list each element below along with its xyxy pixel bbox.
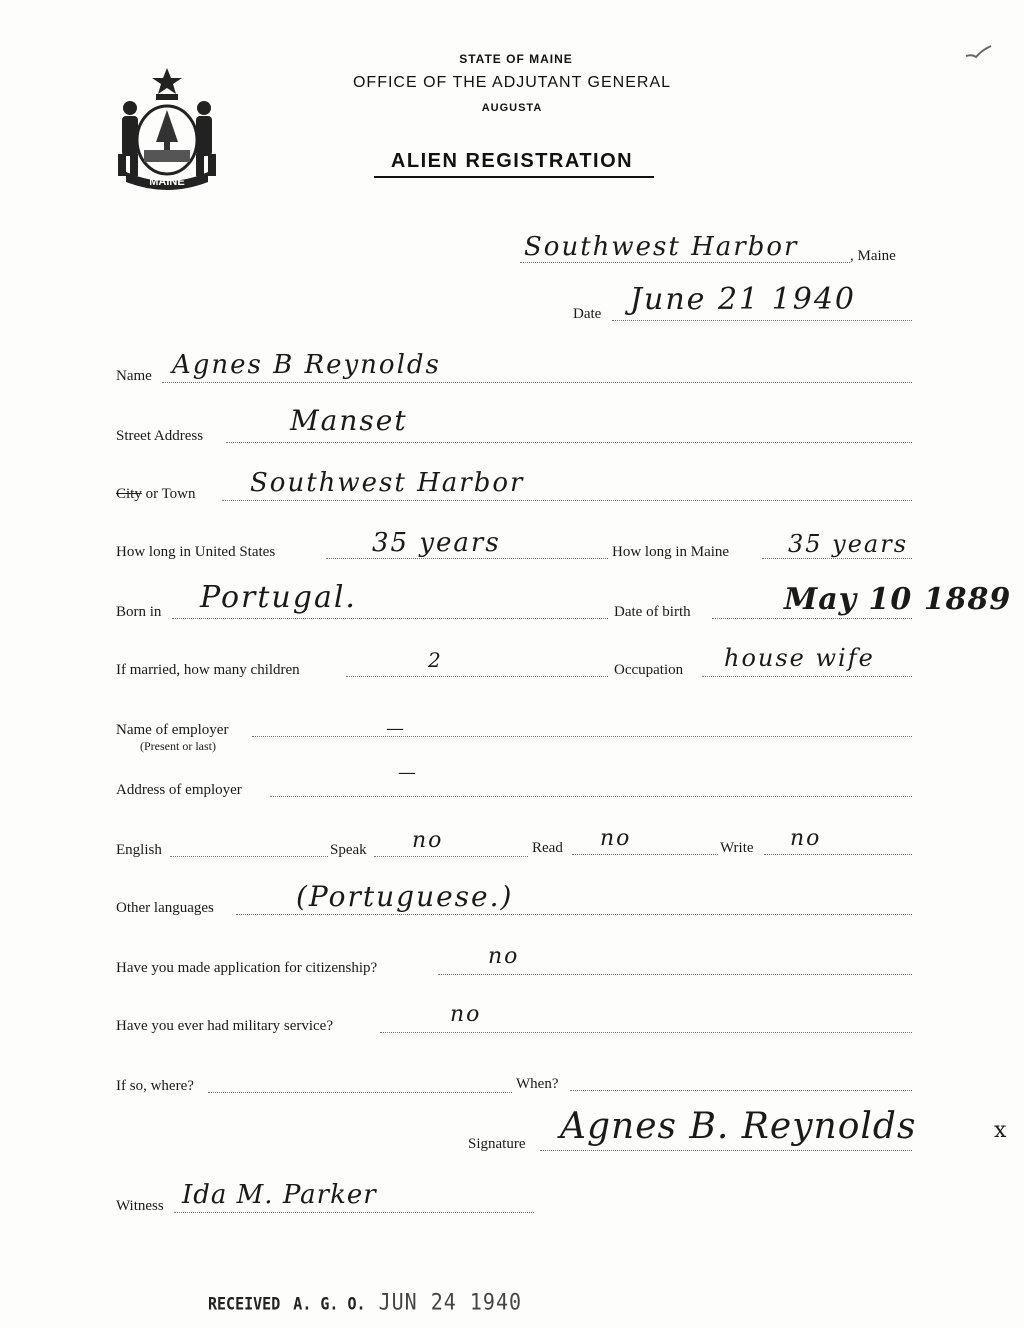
- read-value: no: [600, 826, 632, 851]
- other-languages-label: Other languages: [116, 900, 214, 916]
- us-value: 35 years: [372, 528, 501, 558]
- when-label: When?: [516, 1076, 559, 1092]
- occupation-line: [702, 676, 912, 677]
- place-value: Southwest Harbor: [524, 232, 799, 262]
- dob-value: May 10 1889: [784, 582, 1012, 617]
- where-label: If so, where?: [116, 1078, 194, 1094]
- citizenship-line: [438, 974, 912, 975]
- stamp-office-code: A. G. O.: [293, 1294, 366, 1315]
- other-languages-line: [236, 914, 912, 915]
- state-heading: STATE OF MAINE: [459, 52, 573, 66]
- children-label: If married, how many children: [116, 662, 300, 678]
- office-heading: OFFICE OF THE ADJUTANT GENERAL: [352, 74, 672, 91]
- employer-line: [252, 736, 912, 737]
- stamp-date: JUN 24 1940: [378, 1288, 523, 1316]
- write-line: [764, 854, 912, 855]
- check-mark-icon: [964, 44, 992, 60]
- street-line: [226, 442, 912, 443]
- city-label: [116, 486, 196, 503]
- city-value: Southwest Harbor: [250, 468, 525, 498]
- signature-value: Agnes B. Reynolds: [560, 1106, 917, 1147]
- place-suffix: , Maine: [850, 248, 896, 264]
- place-line: [520, 262, 850, 263]
- write-value: no: [790, 826, 822, 851]
- title-underline: [374, 176, 654, 178]
- city-or-town: or Town: [141, 486, 196, 502]
- read-line: [572, 854, 718, 855]
- name-label: Name: [116, 368, 152, 384]
- street-value: Manset: [290, 404, 408, 437]
- where-line: [208, 1092, 512, 1093]
- military-label: Have you ever had military service?: [116, 1018, 333, 1034]
- date-line: [612, 320, 912, 321]
- date-value: June 21 1940: [630, 282, 857, 317]
- employer-value: —: [386, 718, 406, 739]
- signature-line: [540, 1150, 912, 1151]
- city-line: [222, 500, 912, 501]
- maine-label: How long in Maine: [612, 544, 730, 560]
- born-line: [172, 618, 608, 619]
- received-stamp: [208, 1289, 522, 1315]
- children-line: [346, 676, 608, 677]
- dob-line: [712, 618, 912, 619]
- military-value: no: [450, 1002, 482, 1027]
- date-label: Date: [573, 306, 602, 322]
- emp-address-label: Address of employer: [116, 782, 242, 798]
- citizenship-label: Have you made application for citizenship?: [116, 960, 378, 976]
- maine-line: [762, 558, 912, 559]
- witness-value: Ida M. Parker: [182, 1180, 377, 1210]
- dob-label: Date of birth: [614, 604, 691, 620]
- employer-label: Name of employer: [116, 722, 229, 738]
- occupation-label: Occupation: [614, 662, 684, 678]
- write-label: Write: [720, 840, 754, 856]
- witness-line: [174, 1212, 534, 1213]
- city-heading: AUGUSTA: [481, 102, 543, 114]
- us-line: [326, 558, 608, 559]
- witness-label: Witness: [116, 1198, 164, 1214]
- city-struck: City: [116, 486, 142, 502]
- when-line: [570, 1090, 912, 1091]
- name-line: [162, 382, 912, 383]
- children-value: 2: [428, 648, 443, 672]
- read-label: Read: [532, 840, 563, 856]
- street-label: Street Address: [116, 428, 204, 444]
- occupation-value: house wife: [724, 644, 875, 672]
- english-line: [170, 856, 328, 857]
- military-line: [380, 1032, 912, 1033]
- seal-text: MAINE: [149, 176, 185, 188]
- us-label: How long in United States: [116, 544, 276, 560]
- signature-mark: x: [994, 1118, 1009, 1143]
- form-title: ALIEN REGISTRATION: [390, 150, 634, 172]
- stamp-received: RECEIVED: [208, 1294, 281, 1315]
- born-value: Portugal.: [200, 580, 357, 615]
- citizenship-value: no: [488, 944, 520, 969]
- maine-value: 35 years: [788, 530, 909, 558]
- born-label: Born in: [116, 604, 162, 620]
- emp-address-line: [270, 796, 912, 797]
- english-label: English: [116, 842, 162, 858]
- signature-label: Signature: [468, 1136, 526, 1152]
- name-value: Agnes B Reynolds: [172, 350, 441, 380]
- other-languages-value: (Portuguese.): [296, 880, 514, 913]
- employer-sublabel: (Present or last): [140, 739, 216, 753]
- speak-label: Speak: [330, 842, 367, 858]
- speak-value: no: [412, 828, 444, 853]
- state-seal-icon: [108, 64, 226, 190]
- emp-address-value: —: [398, 762, 418, 783]
- speak-line: [374, 856, 528, 857]
